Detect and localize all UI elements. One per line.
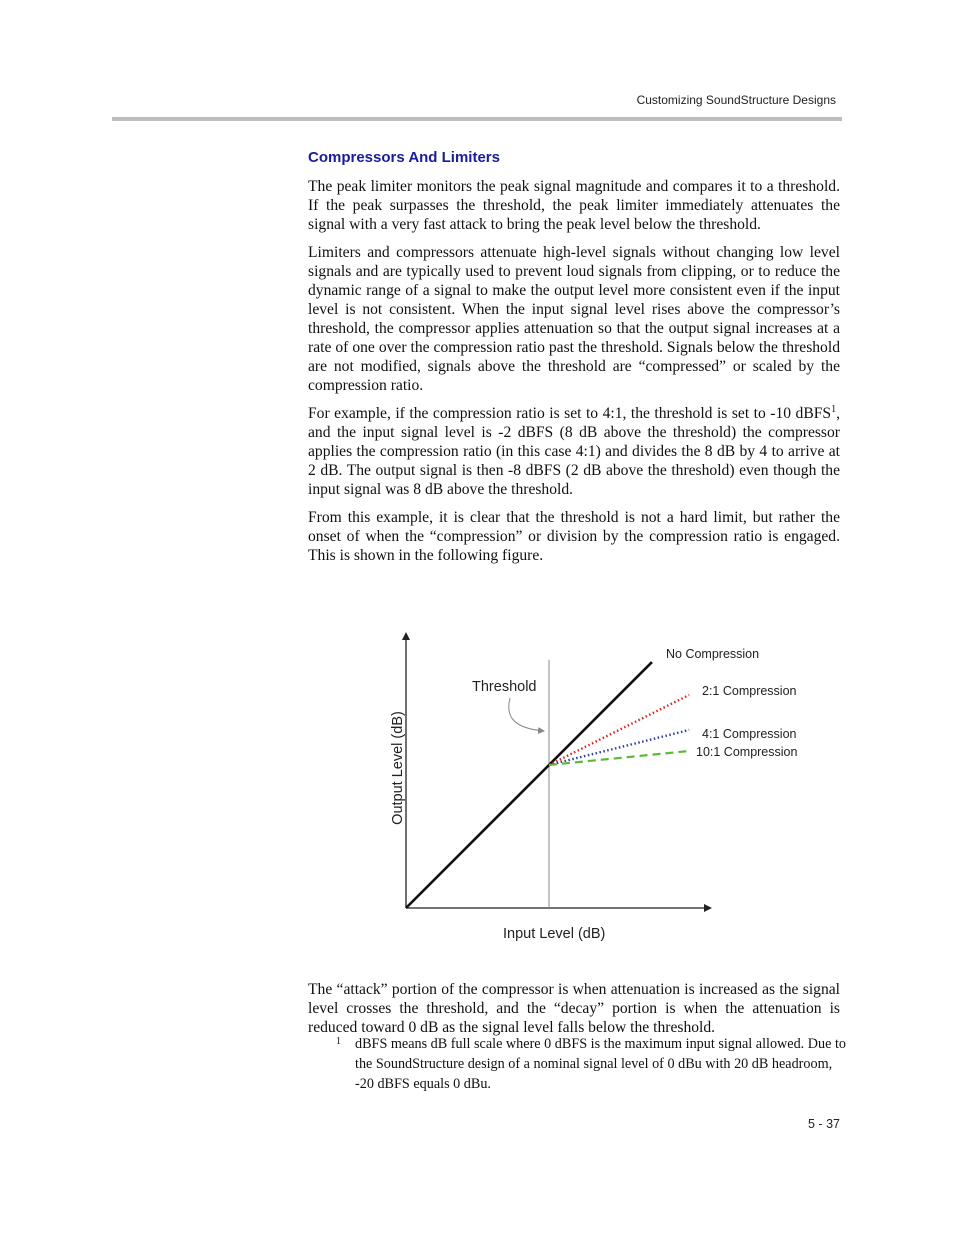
- chart-canvas: [360, 630, 820, 950]
- running-header: Customizing SoundStructure Designs: [636, 93, 836, 107]
- paragraph-attack-decay: The “attack” portion of the compressor is when attenuation is increased as the signal level crosses the threshold, and the “decay” portion is when the attenuation is reduced toward 0 dB as the signal level falls below the threshold.: [308, 981, 840, 1036]
- example-text-start: For example, if the compression ratio is set to 4:1, the threshold is set to -10 dBFS: [308, 405, 832, 422]
- y-axis-label: Output Level (dB): [390, 711, 406, 825]
- footnote: [336, 1034, 846, 1094]
- footnote-mark: 1: [336, 1036, 341, 1047]
- series-line-2-to-1: [549, 695, 689, 765]
- legend-10-1-compression: 10:1 Compression: [696, 745, 798, 759]
- paragraph-example: [308, 404, 840, 499]
- footnote-reference[interactable]: 1: [831, 403, 837, 415]
- threshold-callout-arrow: [509, 698, 544, 731]
- series-layer: [406, 662, 689, 908]
- compression-chart: [360, 630, 820, 950]
- series-line-1-to-1: [406, 662, 652, 908]
- series-line-4-to-1: [549, 730, 689, 765]
- header-rule: [112, 117, 842, 121]
- x-axis-label: Input Level (dB): [503, 926, 606, 942]
- series-line-10-to-1: [549, 751, 689, 765]
- paragraph-peak-limiter: The peak limiter monitors the peak signal magnitude and compares it to a threshold. If the peak surpasses the threshold, the peak limiter immediately attenuates the signal with a very fast attack to bring the peak level below the threshold.: [308, 178, 840, 233]
- paragraph-limiters-compressors: Limiters and compressors attenuate high-level signals without changing low level signals and are typically used to prevent loud signals from clipping, or to reduce the dynamic range of a signal to make the output level more consistent even if the input level is not consistent. When the input signal level rises above the compressor’s threshold, the compressor applies attenuation so that the output signal increases at a rate of one over the compression ratio past the threshold. Signals below the threshold are not modified, signals above the threshold are “compressed” or scaled by the compression ratio.: [308, 244, 840, 394]
- page-number: 5 - 37: [808, 1117, 840, 1131]
- legend-2-1-compression: 2:1 Compression: [702, 684, 797, 698]
- legend-no-compression: No Compression: [666, 647, 760, 661]
- legend-4-1-compression: 4:1 Compression: [702, 727, 797, 741]
- threshold-label: Threshold: [472, 679, 537, 695]
- example-text-end: , and the input signal level is -2 dBFS (8 dB above the threshold) the compressor applies the compression ratio (in this case 4:1) and divides the 8 dB by 4 to arrive at 2 dB. The output signal is then -8 dBFS (2 dB above the threshold) even though the input signal was 8 dB above the threshold.: [308, 405, 840, 498]
- body-text: [308, 177, 840, 574]
- paragraph-threshold-onset: From this example, it is clear that the threshold is not a hard limit, but rather the onset of when the “compression” or division by the compression ratio is engaged. This is shown in the following figure.: [308, 509, 840, 564]
- section-title: Compressors And Limiters: [308, 149, 500, 166]
- footnote-text: dBFS means dB full scale where 0 dBFS is the maximum input signal allowed. Due to the SoundStructure design of a nominal signal level of 0 dBu with 20 dB headroom, -20 dBFS equals 0 dBu.: [355, 1036, 846, 1092]
